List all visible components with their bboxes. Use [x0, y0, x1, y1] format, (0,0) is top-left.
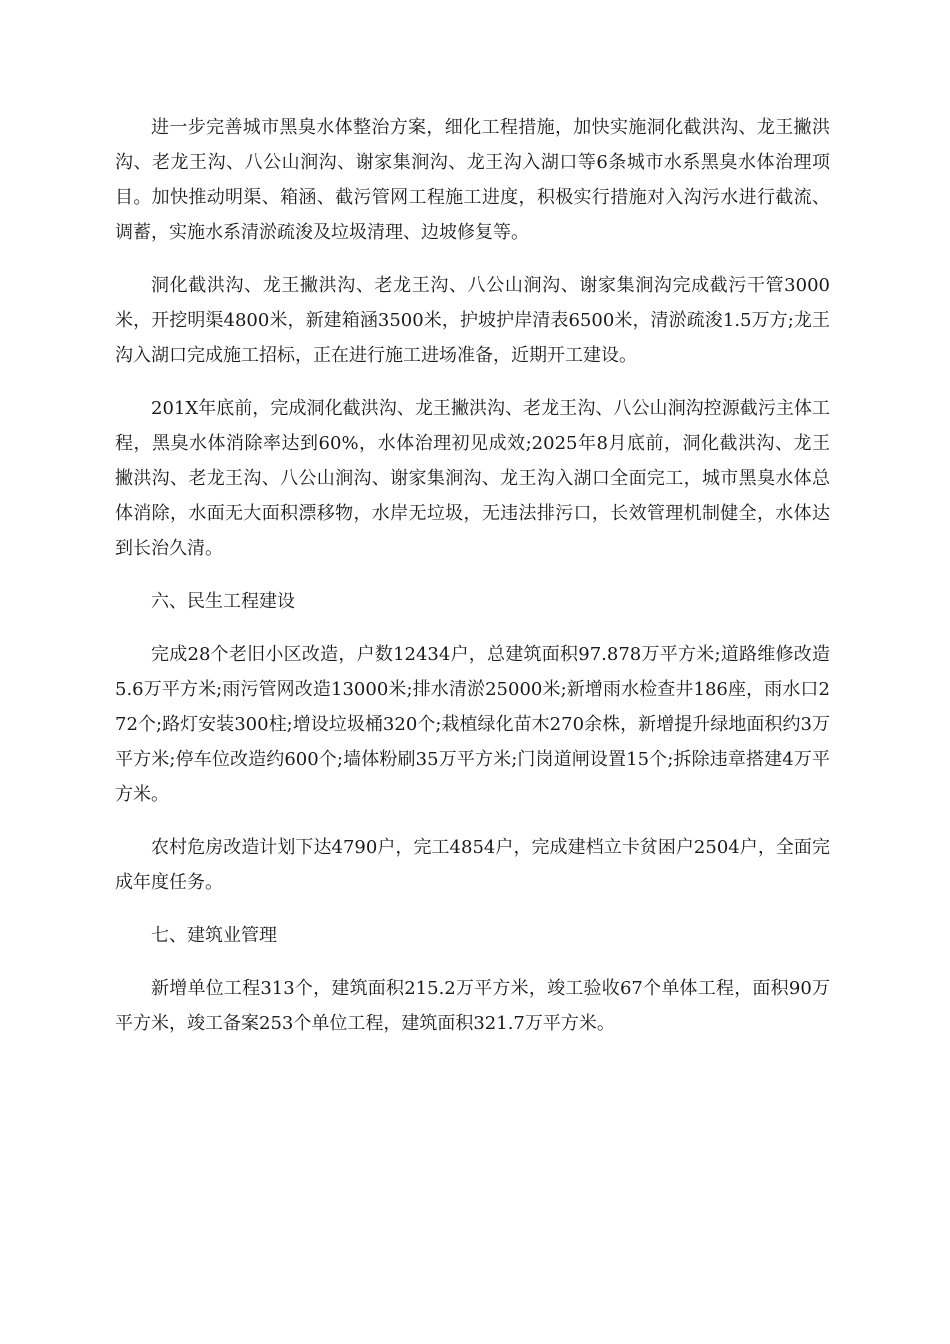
section-heading-livelihood: 六、民生工程建设: [151, 591, 295, 612]
paragraph-black-water-plan: 进一步完善城市黑臭水体整治方案，细化工程措施，加快实施洞化截洪沟、龙王撇洪沟、老龙王沟、八公山涧沟、谢家集涧沟、龙王沟入湖口等6条城市水系黑臭水体治理项目。加快推动明渠、箱涵、截污管网工程施工进度，积极实行措施对入沟污水进行截流、调蓄，实施水系清淤疏浚及垃圾清理、边坡修复等。: [115, 117, 830, 243]
paragraph-old-community-renovation: 完成28个老旧小区改造，户数12434户，总建筑面积97.878万平方米;道路维修改造5.6万平方米;雨污管网改造13000米;排水清淤25000米;新增雨水检查井186座，雨水口272个;路灯安装300柱;增设垃圾桶320个;栽植绿化苗木270余株，新增提升绿地面积约3万平方米;停车位改造约600个;墙体粉刷35万平方米;门岗道闸设置15个;拆除违章搭建4万平方米。: [115, 644, 830, 805]
paragraph-construction-stats: 新增单位工程313个，建筑面积215.2万平方米，竣工验收67个单体工程，面积90万平方米，竣工备案253个单位工程，建筑面积321.7万平方米。: [115, 978, 830, 1034]
paragraph-black-water-progress: 洞化截洪沟、龙王撇洪沟、老龙王沟、八公山涧沟、谢家集涧沟完成截污干管3000米，开挖明渠4800米，新建箱涵3500米，护坡护岸清表6500米，清淤疏浚1.5万方;龙王沟入湖口完成施工招标，正在进行施工进场准备，近期开工建设。: [115, 275, 830, 366]
section-heading-construction: 七、建筑业管理: [151, 925, 277, 946]
paragraph-rural-housing: 农村危房改造计划下达4790户，完工4854户，完成建档立卡贫困户2504户，全面完成年度任务。: [115, 837, 830, 893]
paragraph-black-water-goals: 201X年底前，完成洞化截洪沟、龙王撇洪沟、老龙王沟、八公山涧沟控源截污主体工程，黑臭水体消除率达到60%，水体治理初见成效;2025年8月底前，洞化截洪沟、龙王撇洪沟、老龙王沟、八公山涧沟、谢家集涧沟、龙王沟入湖口全面完工，城市黑臭水体总体消除，水面无大面积漂移物，水岸无垃圾，无违法排污口，长效管理机制健全，水体达到长治久清。: [115, 398, 830, 559]
document-body: [115, 110, 830, 1059]
